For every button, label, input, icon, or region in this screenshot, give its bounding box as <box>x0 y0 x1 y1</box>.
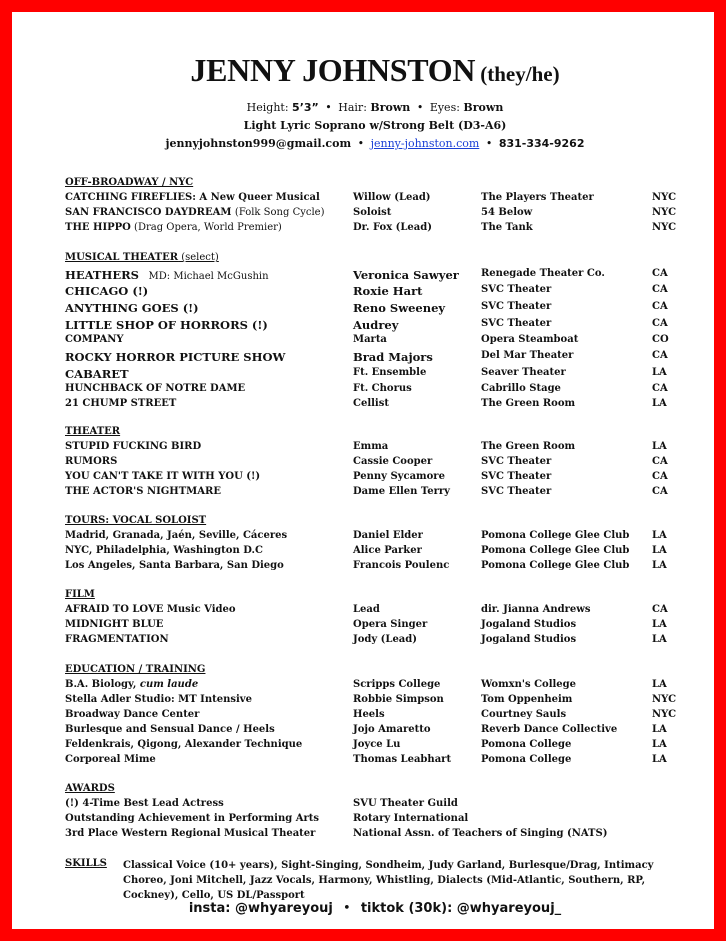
show-title: LITTLE SHOP OF HORRORS (!) <box>65 318 268 332</box>
venue: SVC Theater <box>481 318 552 329</box>
venue: Renegade Theater Co. <box>481 268 605 279</box>
composer: Daniel Elder <box>353 530 423 541</box>
show-title: RUMORS <box>65 456 118 467</box>
location: LA <box>652 367 667 378</box>
role: Ft. Chorus <box>353 383 412 394</box>
role: Brad Majors <box>353 350 433 364</box>
credit-row <box>12 739 726 754</box>
award-title: (!) 4-Time Best Lead Actress <box>65 798 224 809</box>
show-title: ANYTHING GOES (!) <box>65 301 199 315</box>
show-note: MD: Michael McGushin <box>138 271 269 282</box>
show-title: THE ACTOR'S NIGHTMARE <box>65 486 221 497</box>
bullet: • <box>485 137 493 150</box>
bullet: • <box>343 901 351 916</box>
section-note: (select) <box>178 252 219 263</box>
location: CA <box>652 301 668 312</box>
height-value: 5’3” <box>292 101 319 114</box>
credit-row <box>12 398 726 413</box>
show-title: YOU CAN'T TAKE IT WITH YOU (!) <box>65 471 261 482</box>
credit-row <box>12 486 726 501</box>
location: LA <box>652 560 667 571</box>
role: Lead <box>353 604 380 615</box>
show-title: THE HIPPO <box>65 222 131 233</box>
location: CA <box>652 284 668 295</box>
location: NYC <box>652 222 677 233</box>
credit-row <box>12 709 726 724</box>
email-link[interactable]: jennyjohnston999@gmail.com <box>165 137 352 150</box>
show-title: 21 CHUMP STREET <box>65 398 177 409</box>
tour-cities: NYC, Philadelphia, Washington D.C <box>65 545 263 556</box>
credit-row <box>12 604 726 619</box>
section-title-tours: TOURS: VOCAL SOLOIST <box>65 515 207 526</box>
venue: Opera Steamboat <box>481 334 579 345</box>
location: NYC <box>652 694 677 705</box>
credit-row <box>12 207 726 222</box>
venue: SVC Theater <box>481 301 552 312</box>
hair-value: Brown <box>370 101 411 114</box>
role: Marta <box>353 334 387 345</box>
section-title-awards: AWARDS <box>65 783 115 794</box>
credit-row <box>12 754 726 769</box>
credit-row <box>12 334 726 349</box>
show-title: SAN FRANCISCO DAYDREAM <box>65 207 232 218</box>
show-title: HUNCHBACK OF NOTRE DAME <box>65 383 246 394</box>
section-title-musical <box>65 252 219 263</box>
teacher: Courtney Sauls <box>481 709 567 720</box>
studio: Reverb Dance Collective <box>481 724 618 735</box>
credit-row <box>12 471 726 486</box>
location: CA <box>652 383 668 394</box>
credit-row <box>12 456 726 471</box>
venue: Cabrillo Stage <box>481 383 561 394</box>
venue: SVC Theater <box>481 486 552 497</box>
credit-row <box>12 268 726 283</box>
role: Willow (Lead) <box>353 192 431 203</box>
show-note: (Folk Song Cycle) <box>234 207 325 218</box>
teacher: Thomas Leabhart <box>353 754 452 765</box>
credit-row <box>12 679 726 694</box>
training: Corporeal Mime <box>65 754 156 765</box>
location: NYC <box>652 192 677 203</box>
location: CA <box>652 268 668 279</box>
credit-row <box>12 222 726 237</box>
training: Stella Adler Studio: MT Intensive <box>65 694 252 705</box>
award-org: National Assn. of Teachers of Singing (NATS) <box>353 828 608 839</box>
training: Broadway Dance Center <box>65 709 200 720</box>
location: CA <box>652 350 668 361</box>
credit-row <box>12 545 726 560</box>
role: Penny Sycamore <box>353 471 445 482</box>
tour-cities: Madrid, Granada, Jaén, Seville, Cáceres <box>65 530 288 541</box>
film-title: FRAGMENTATION <box>65 634 169 645</box>
show-note: (Drag Opera, World Premier) <box>130 222 282 233</box>
credit-row <box>12 619 726 634</box>
credit-row <box>12 301 726 316</box>
role: Cassie Cooper <box>353 456 433 467</box>
teacher: Joyce Lu <box>353 739 401 750</box>
film-title: AFRAID TO LOVE Music Video <box>65 604 236 615</box>
venue: SVC Theater <box>481 471 552 482</box>
film-title: MIDNIGHT BLUE <box>65 619 164 630</box>
instagram-handle: insta: @whyareyouj <box>188 901 333 916</box>
location: NYC <box>652 207 677 218</box>
section-title-offbroadway: OFF-BROADWAY / NYC <box>65 177 194 188</box>
name: JENNY JOHNSTON <box>190 52 476 88</box>
location: CO <box>652 334 669 345</box>
award-org: SVU Theater Guild <box>353 798 458 809</box>
pronouns: (they/he) <box>480 62 560 86</box>
school: Pomona College <box>481 754 572 765</box>
venue: SVC Theater <box>481 456 552 467</box>
credit-row <box>12 350 726 365</box>
show-title: STUPID FUCKING BIRD <box>65 441 202 452</box>
phone: 831-334-9262 <box>498 137 585 150</box>
role: Jody (Lead) <box>353 634 418 645</box>
director: dir. Jianna Andrews <box>481 604 591 615</box>
skills-text: Classical Voice (10+ years), Sight-Singing, Sondheim, Judy Garland, Burlesque/Drag, Intimacy Choreo, Joni Mitchell, Jazz Vocals, Harmony, Whistling, Dialects (Mid-Atlantic, Southern, RP, Cockney), Cello, US DL/Passport <box>123 860 654 901</box>
role: Emma <box>353 441 389 452</box>
award-row <box>12 813 726 828</box>
role: Reno Sweeney <box>353 301 446 315</box>
location: LA <box>652 545 667 556</box>
bullet: • <box>357 137 365 150</box>
credit-row <box>12 634 726 649</box>
show-title: HEATHERS <box>65 268 139 282</box>
studio: Jogaland Studios <box>481 634 577 645</box>
studio: Jogaland Studios <box>481 619 577 630</box>
venue: Del Mar Theater <box>481 350 574 361</box>
venue: SVC Theater <box>481 284 552 295</box>
name-heading <box>12 52 726 89</box>
website-link[interactable]: jenny-johnston.com <box>370 137 480 150</box>
venue: The Players Theater <box>481 192 594 203</box>
ensemble: Pomona College Glee Club <box>481 560 630 571</box>
teacher: Robbie Simpson <box>353 694 444 705</box>
school-type: Womxn's College <box>481 679 577 690</box>
award-org: Rotary International <box>353 813 469 824</box>
location: CA <box>652 486 668 497</box>
eyes-label: Eyes: <box>429 101 460 114</box>
degree: B.A. Biology, <box>65 679 140 690</box>
teacher: Jojo Amaretto <box>353 724 431 735</box>
show-title: COMPANY <box>65 334 124 345</box>
eyes-value: Brown <box>463 101 504 114</box>
location: CA <box>652 604 668 615</box>
award-row <box>12 828 726 843</box>
skills-label: SKILLS <box>65 858 107 869</box>
location: CA <box>652 471 668 482</box>
school: Scripps College <box>353 679 441 690</box>
venue: The Green Room <box>481 441 576 452</box>
composer: Alice Parker <box>353 545 422 556</box>
contact-line <box>12 137 726 150</box>
role: Ft. Ensemble <box>353 367 427 378</box>
school: Pomona College <box>481 739 572 750</box>
award-title: Outstanding Achievement in Performing Arts <box>65 813 319 824</box>
location: NYC <box>652 709 677 720</box>
credit-row <box>12 284 726 299</box>
credit-row <box>12 694 726 709</box>
role: Audrey <box>353 318 399 332</box>
composer: Francois Poulenc <box>353 560 450 571</box>
venue: The Green Room <box>481 398 576 409</box>
show-title: CHICAGO (!) <box>65 284 149 298</box>
show-title: CATCHING FIREFLIES: A New Queer Musical <box>65 192 320 203</box>
honors: cum laude <box>139 679 199 690</box>
credit-row <box>12 724 726 739</box>
social-line <box>12 901 726 916</box>
hair-label: Hair: <box>338 101 367 114</box>
venue: Seaver Theater <box>481 367 566 378</box>
tiktok-handle: tiktok (30k): @whyareyouj_ <box>360 901 562 916</box>
award-title: 3rd Place Western Regional Musical Theater <box>65 828 316 839</box>
role: Opera Singer <box>353 619 428 630</box>
height-label: Height: <box>246 101 289 114</box>
credit-row <box>12 367 726 382</box>
section-title-theater: THEATER <box>65 426 121 437</box>
section-title-education: EDUCATION / TRAINING <box>65 664 206 675</box>
location: LA <box>652 619 667 630</box>
training: Feldenkrais, Qigong, Alexander Technique <box>65 739 303 750</box>
venue: 54 Below <box>481 207 533 218</box>
role: Cellist <box>353 398 389 409</box>
location: CA <box>652 456 668 467</box>
location: LA <box>652 398 667 409</box>
section-title-text: MUSICAL THEATER <box>65 252 179 263</box>
location: LA <box>652 754 667 765</box>
award-row <box>12 798 726 813</box>
bullet: • <box>416 101 424 114</box>
credit-row <box>12 441 726 456</box>
venue: The Tank <box>481 222 533 233</box>
ensemble: Pomona College Glee Club <box>481 545 630 556</box>
credit-row <box>12 318 726 333</box>
physical-stats <box>12 101 726 114</box>
location: LA <box>652 634 667 645</box>
tour-cities: Los Angeles, Santa Barbara, San Diego <box>65 560 284 571</box>
teacher: Tom Oppenheim <box>481 694 573 705</box>
role: Soloist <box>353 207 392 218</box>
credit-row <box>12 383 726 398</box>
show-title: CABARET <box>65 367 129 381</box>
location: CA <box>652 318 668 329</box>
location: LA <box>652 724 667 735</box>
discipline: Heels <box>353 709 385 720</box>
training: Burlesque and Sensual Dance / Heels <box>65 724 275 735</box>
section-title-film: FILM <box>65 589 95 600</box>
voice-type: Light Lyric Soprano w/Strong Belt (D3-A6) <box>243 119 507 132</box>
location: LA <box>652 530 667 541</box>
location: LA <box>652 441 667 452</box>
location: LA <box>652 739 667 750</box>
credit-row <box>12 530 726 545</box>
role: Dr. Fox (Lead) <box>353 222 432 233</box>
role: Roxie Hart <box>353 284 423 298</box>
bullet: • <box>325 101 332 114</box>
show-title: ROCKY HORROR PICTURE SHOW <box>65 350 286 364</box>
credit-row <box>12 560 726 575</box>
location: LA <box>652 679 667 690</box>
role: Dame Ellen Terry <box>353 486 450 497</box>
ensemble: Pomona College Glee Club <box>481 530 630 541</box>
role: Veronica Sawyer <box>353 268 459 282</box>
credit-row <box>12 192 726 207</box>
